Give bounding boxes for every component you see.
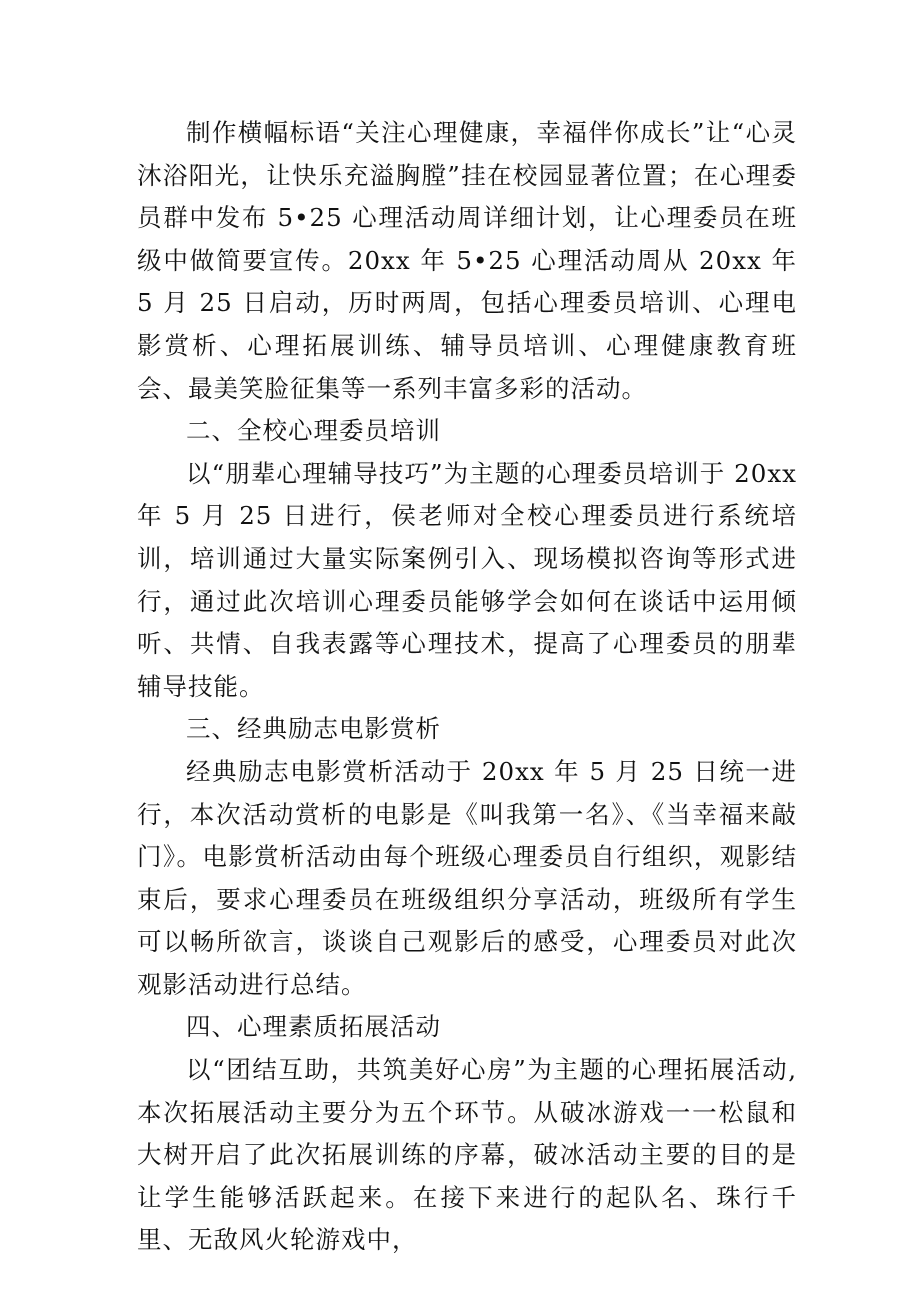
paragraph-outdoor-activities: 以“团结互助，共筑美好心房”为主题的心理拓展活动,本次拓展活动主要分为五个环节。从破冰游戏一一松鼠和大树开启了此次拓展训练的序幕，破冰活动主要的目的是让学生能够活跃起来。在接下来进行的起队名、珠行千里、无敌风火轮游戏中， xyxy=(137,1055,797,1255)
section-heading-outdoor-activities: 四、心理素质拓展活动 xyxy=(186,1012,441,1042)
document-body xyxy=(137,112,797,1262)
paragraph-committee-training: 以“朋辈心理辅导技巧”为主题的心理委员培训于 20xx 年 5 月 25 日进行，侯老师对全校心理委员进行系统培训，培训通过大量实际案例引入、现场模拟咨询等形式进行，通过此次培训心理委员能够学会如何在谈话中运用倾听、共情、自我表露等心理技术，提高了心理委员的朋辈辅导技能。 xyxy=(137,458,797,701)
section-heading-film-appreciation: 三、经典励志电影赏析 xyxy=(186,714,441,744)
section-heading-committee-training: 二、全校心理委员培训 xyxy=(186,416,441,446)
paragraph-film-appreciation: 经典励志电影赏析活动于 20xx 年 5 月 25 日统一进行，本次活动赏析的电影是《叫我第一名》、《当幸福来敲门》。电影赏析活动由每个班级心理委员自行组织，观影结束后，要求心理委员在班级组织分享活动，班级所有学生可以畅所欲言，谈谈自己观影后的感受，心理委员对此次观影活动进行总结。 xyxy=(137,756,797,999)
paragraph-activity-week-intro: 制作横幅标语“关注心理健康，幸福伴你成长”让“心灵沐浴阳光，让快乐充溢胸膛”挂在校园显著位置；在心理委员群中发布 5•25 心理活动周详细计划，让心理委员在班级中做简要宣传。20xx 年 5•25 心理活动周从 20xx 年 5 月 25 日启动，历时两周，包括心理委员培训、心理电影赏析、心理拓展训练、辅导员培训、心理健康教育班会、最美笑脸征集等一系列丰富多彩的活动。 xyxy=(137,118,797,403)
